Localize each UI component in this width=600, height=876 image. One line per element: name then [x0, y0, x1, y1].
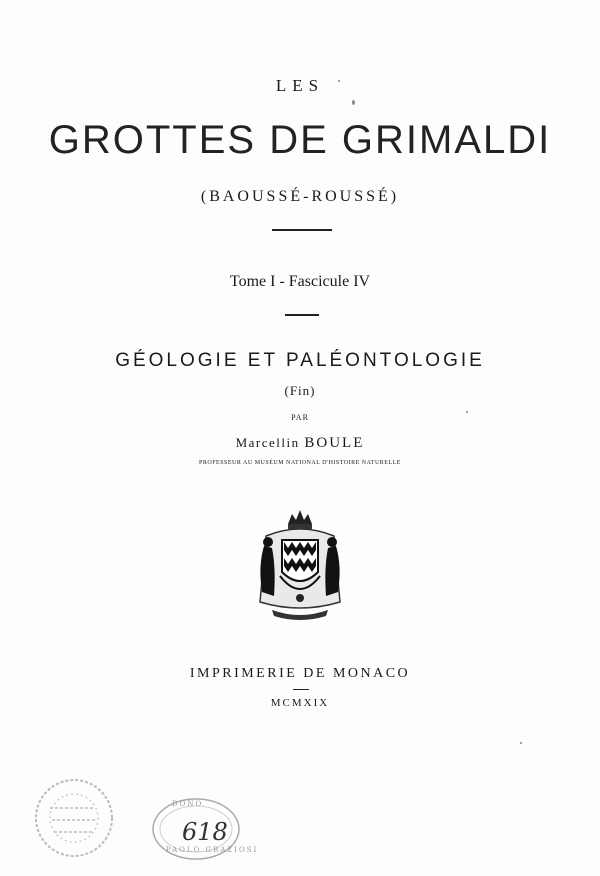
- author-given-name: Marcellin: [235, 435, 300, 450]
- handwritten-library-number: 618: [182, 818, 228, 846]
- stamp-bottom-text: PAOLO GRAZIOSI: [166, 846, 259, 854]
- monaco-coat-of-arms-icon: [252, 506, 348, 624]
- scan-speck: [338, 80, 340, 82]
- scan-speck: [466, 411, 468, 413]
- section-note: (Fin): [284, 383, 316, 398]
- printer-imprint: IMPRIMERIE DE MONACO: [189, 666, 411, 681]
- volume-label: Tome I - Fascicule IV: [229, 273, 371, 290]
- author-affiliation: PROFESSEUR AU MUSÉUM NATIONAL D'HISTOIRE NATURELLE: [199, 460, 401, 466]
- author-surname: BOULE: [304, 435, 365, 451]
- section-title: GÉOLOGIE ET PALÉONTOLOGIE: [115, 350, 485, 371]
- title-article: LES: [275, 76, 325, 95]
- publication-year: MCMXIX: [270, 697, 330, 709]
- author-name: [0, 435, 600, 452]
- divider-rule-tiny: [293, 689, 309, 690]
- scan-speck: [352, 100, 355, 105]
- main-title: GROTTES DE GRIMALDI: [48, 118, 552, 162]
- divider-rule: [272, 229, 332, 231]
- stamp-top-text: DONO: [172, 800, 204, 808]
- subtitle: (BAOUSSÉ-ROUSSÉ): [200, 188, 400, 205]
- divider-rule-short: [285, 314, 319, 316]
- scan-speck: [520, 742, 522, 744]
- by-label: PAR: [291, 413, 309, 422]
- library-stamp-round-icon: [30, 768, 130, 868]
